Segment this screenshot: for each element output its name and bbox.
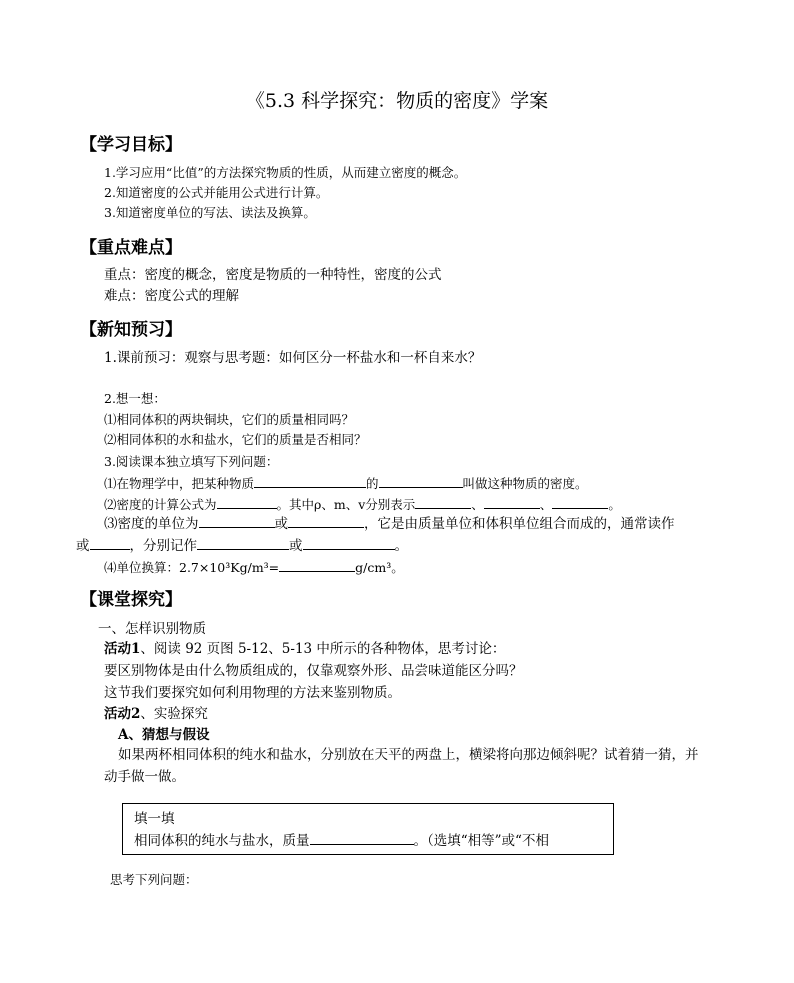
answer-blank[interactable]	[254, 475, 366, 488]
preview-question-3: 3.阅读课本独立填写下列问题：	[104, 454, 279, 469]
page-title: 《5.3 科学探究：物质的密度》学案	[245, 90, 549, 112]
guess-paragraph-cont: 动手做一做。	[104, 769, 185, 785]
answer-blank[interactable]	[379, 475, 463, 488]
fill-line-2: ⑵密度的计算公式为 。其中ρ、m、v分别表示 、 、 。	[104, 497, 621, 512]
explore-subtitle-1: 一、怎样识别物质	[98, 621, 206, 637]
answer-blank[interactable]	[552, 496, 608, 509]
explore-question-b: 这节我们要探究如何利用物理的方法来鉴别物质。	[104, 685, 401, 701]
answer-blank[interactable]	[415, 496, 471, 509]
goal-item: 3.知道密度单位的写法、读法及换算。	[104, 205, 316, 220]
fill-line-3-cont: 或 ，分别记作 或 。	[76, 538, 408, 554]
answer-blank[interactable]	[199, 515, 275, 528]
goals-heading: 【学习目标】	[80, 135, 182, 155]
preview-question-2a: ⑴相同体积的两块铜块，它们的质量相同吗？	[104, 412, 355, 427]
fill-line-3: ⑶密度的单位为 或 ，它是由质量单位和体积单位组合而成的，通常读作	[104, 516, 675, 532]
answer-blank[interactable]	[303, 537, 395, 550]
fill-in-box-text: 相同体积的纯水与盐水，质量 。（选填“相等”或“不相	[134, 833, 549, 849]
goal-item: 1.学习应用“比值”的方法探究物质的性质，从而建立密度的概念。	[104, 165, 467, 180]
guess-heading: A、猜想与假设	[118, 727, 210, 743]
preview-question-1: 1.课前预习：观察与思考题：如何区分一杯盐水和一杯自来水？	[104, 350, 482, 366]
preview-heading: 【新知预习】	[80, 320, 182, 340]
activity-1: 活动1、阅读 92 页图 5-12、5-13 中所示的各种物体，思考讨论：	[104, 641, 506, 657]
explore-question-a: 要区别物体是由什么物质组成的，仅靠观察外形、品尝味道能区分吗？	[104, 663, 523, 679]
activity-2: 活动2、实验探究	[104, 706, 208, 722]
difficult-point: 难点：密度公式的理解	[104, 288, 239, 304]
answer-blank[interactable]	[197, 537, 289, 550]
fill-line-1: ⑴在物理学中，把某种物质 的 叫做这种物质的密度。	[104, 476, 588, 491]
key-point: 重点：密度的概念，密度是物质的一种特性，密度的公式	[104, 267, 442, 283]
answer-blank[interactable]	[217, 496, 277, 509]
goal-item: 2.知道密度的公式并能用公式进行计算。	[104, 185, 329, 200]
fill-line-4: ⑷单位换算：2.7×10³Kg/m³= g/cm³。	[104, 560, 404, 575]
keypoints-heading: 【重点难点】	[80, 238, 182, 258]
answer-blank[interactable]	[484, 496, 540, 509]
explore-heading: 【课堂探究】	[80, 590, 182, 610]
guess-paragraph: 如果两杯相同体积的纯水和盐水，分别放在天平的两盘上，横梁将向那边倾斜呢？试着猜一猜，并	[118, 747, 699, 763]
answer-blank[interactable]	[90, 537, 130, 550]
answer-blank[interactable]	[279, 559, 355, 572]
preview-question-2: 2.想一想：	[104, 391, 166, 406]
answer-blank[interactable]	[288, 515, 364, 528]
preview-question-2b: ⑵相同体积的水和盐水，它们的质量是否相同？	[104, 432, 367, 447]
think-prompt: 思考下列问题：	[110, 872, 198, 887]
fill-in-box-title: 填一填	[134, 811, 175, 827]
answer-blank[interactable]	[310, 832, 414, 845]
